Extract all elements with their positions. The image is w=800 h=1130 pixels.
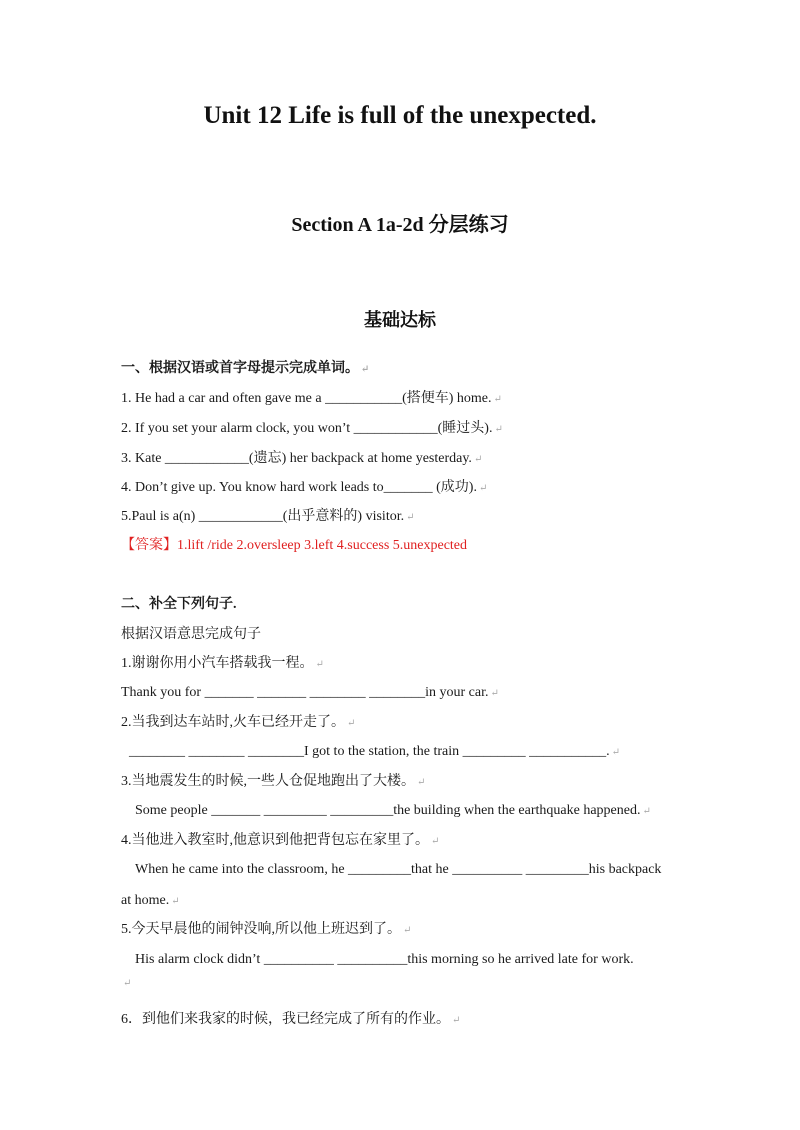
part1-item-1: 1. He had a car and often gave me a ___________(搭便车) home. ↵ (121, 391, 502, 406)
q2-english: ________ ________ ________I got to the station, the train _________ ___________. ↵ (129, 744, 621, 759)
level-heading: 基础达标 (364, 310, 436, 330)
part1-item-2: 2. If you set your alarm clock, you won’t ____________(睡过头). ↵ (121, 421, 503, 436)
part1-item-3: 3. Kate ____________(遗忘) her backpack at home yesterday. ↵ (121, 451, 483, 466)
q4-english-continued: at home. ↵ (121, 893, 180, 908)
part2-heading: 二、补全下列句子. (121, 597, 237, 612)
part1-item-5: 5.Paul is a(n) ____________(出乎意料的) visitor. ↵ (121, 509, 415, 524)
part1-heading: 一、根据汉语或首字母提示完成单词。 ↵ (121, 361, 370, 376)
q5-english: His alarm clock didn’t __________ __________this morning so he arrived late for work. (135, 952, 634, 967)
q1-english: Thank you for _______ _______ ________ ________in your car. ↵ (121, 685, 499, 700)
q3-chinese: 3.当地震发生的时候,一些人仓促地跑出了大楼。 ↵ (121, 774, 426, 789)
q6-chinese: 6．到他们来我家的时候，我已经完成了所有的作业。 ↵ (121, 1012, 461, 1027)
q4-english: When he came into the classroom, he _________that he __________ _________his backpack (135, 862, 662, 877)
empty-paragraph-mark: ↵ (123, 978, 132, 989)
part1-answer: 【答案】1.lift /ride 2.oversleep 3.left 4.success 5.unexpected (121, 538, 468, 553)
section-subtitle: Section A 1a-2d 分层练习 (291, 214, 509, 236)
part1-item-4: 4. Don’t give up. You know hard work leads to_______ (成功). ↵ (121, 480, 488, 495)
q2-chinese: 2.当我到达车站时,火车已经开走了。 ↵ (121, 715, 356, 730)
q5-chinese: 5.今天早晨他的闹钟没响,所以他上班迟到了。 ↵ (121, 922, 412, 937)
q4-chinese: 4.当他进入教室时,他意识到他把背包忘在家里了。 ↵ (121, 833, 440, 848)
part2-instruction: 根据汉语意思完成句子 (121, 627, 261, 642)
q3-english: Some people _______ _________ _________the building when the earthquake happened. ↵ (135, 803, 651, 818)
document-title: Unit 12 Life is full of the unexpected. (203, 102, 597, 129)
q1-chinese: 1.谢谢你用小汽车搭载我一程。 ↵ (121, 656, 324, 671)
